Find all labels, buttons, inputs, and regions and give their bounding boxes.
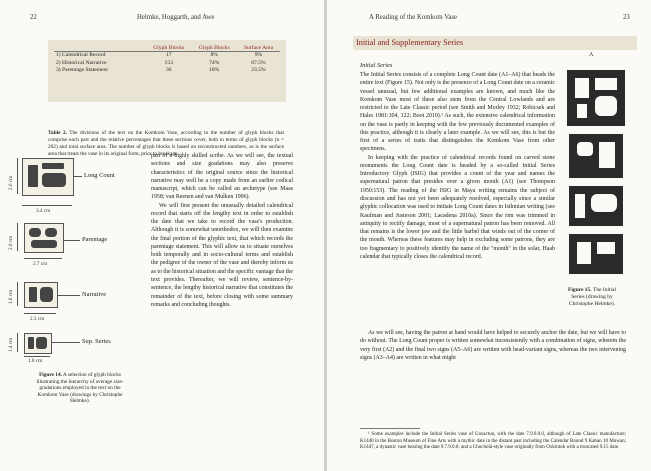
paragraph: We will first present the unusually detailed calendrical record that starts off the lengthy text in order to establish the date that we take to record the vase's production. Although it is somewhat unorthodox, we will then examine the final portion of the glyphic text, that which records the parentage statement. This will allow us to situate ourselves both temporally and in socio-cultural terms and establish the pedigree of the owner of the vase and thereby inform us as to the historical situation and the specific vantage that the text provides. Thereafter, we will review, sentence-by-sentence, the lengthy historical narrative that constitutes the remainder of the text, before closing with some summary remarks and concluding thoughts. bbox=[151, 202, 293, 308]
dim-vertical: 1.8 cm bbox=[8, 289, 14, 304]
leader-line bbox=[74, 176, 82, 177]
paragraph: As we will see, having the patron at hand would have helped to securely anchor the date, but we will have to do without. The Long Count proper is written somewhat inconsistently with a combination of signs, wherein the very first (A2) and the final two signs (A5–A6) are written with head-variant signs, whereas the two intervening signs (A3–A4) are written in what might bbox=[360, 330, 626, 361]
table-cell: 9% bbox=[237, 52, 280, 60]
figure-caption-label: Figure 14. bbox=[39, 372, 62, 378]
dim-line bbox=[17, 158, 18, 194]
table-header: Surface Area bbox=[243, 45, 273, 51]
label-sup-series: Sup. Series bbox=[82, 338, 111, 345]
table-cell: 74% bbox=[209, 59, 220, 66]
subsection-title: Initial Series bbox=[360, 62, 393, 69]
dim-line bbox=[24, 313, 56, 314]
body-text-left bbox=[151, 152, 293, 309]
table-cell: 17 bbox=[146, 52, 191, 60]
dim-vertical: 2.0 cm bbox=[8, 235, 14, 250]
label-long-count: Long Count bbox=[84, 172, 115, 179]
dim-line bbox=[22, 205, 72, 206]
dim-horizontal: 3.4 cm bbox=[36, 208, 51, 214]
dim-horizontal: 2.7 cm bbox=[33, 261, 48, 267]
leader-line bbox=[58, 295, 80, 296]
paragraph: In keeping with the practice of calendrical records found on carved stone monuments the Long Count date is headed by a so-called Initial Series Introductory Glyph (ISIG) that provides a count of the year and names the supernatural patron that presides over a given month (A1) (see Thompson 1950:153). The reading of the ISIG in Maya writing remains the subject of discussion and has not yet been adequately resolved, especially since a similar glyphic collocation was used to initiate Long Count dates in Isthmian writing (see Kaufman and Justeson 2001; Lacadena 2010a). Since the rim was trimmed in antiquity to rectify damage, most of a supernatural patron has been removed. All that remains is the lower jaw and the little barbel that winds out of the corner of the mouth. Whereas these features may help in excluding some patrons, they are too fragmentary to positively identify the name of the "month" in the solar, Haab calendar that typically closes the calendrical record. bbox=[360, 154, 555, 260]
label-narrative: Narrative bbox=[82, 291, 107, 298]
section-heading-bar bbox=[353, 36, 637, 50]
dim-horizontal: 1.8 cm bbox=[28, 358, 43, 364]
figure-caption-label: Figure 15. bbox=[567, 287, 592, 293]
table-caption-text: The divisions of the text on the Komkom Vase, according to the number of glyph blocks that comprise each part and the relative percentages that these sections cover, both in terms of glyph blocks (n = 202) and total surface area. The number of glyph blocks is based on reconstructed numbers, as is the surface area that treats the vase in its original form, prior to breakage. bbox=[48, 130, 284, 157]
dim-line bbox=[17, 333, 18, 352]
table-header: Glyph Blocks bbox=[153, 45, 185, 51]
table-header bbox=[54, 45, 146, 52]
running-head-left: Helmke, Hoggarth, and Awe bbox=[137, 14, 215, 21]
body-text-bottom bbox=[360, 329, 626, 362]
figure-15-caption bbox=[561, 287, 623, 308]
leader-line bbox=[64, 240, 80, 241]
table-cell: 18% bbox=[209, 66, 220, 73]
running-head-right: A Reading of the Komkom Vase bbox=[369, 14, 458, 21]
dim-line bbox=[17, 282, 18, 306]
page-number-left: 22 bbox=[30, 14, 37, 21]
dim-line bbox=[24, 356, 50, 357]
section-title: Initial and Supplementary Series bbox=[356, 38, 464, 47]
dim-vertical: 1.4 cm bbox=[8, 337, 14, 352]
figure-caption-text: The Initial Series (drawing by Christophe Helmke). bbox=[568, 287, 617, 308]
table-cell: 8% bbox=[191, 52, 236, 60]
footnote-rule bbox=[360, 428, 420, 429]
footnote-text: ¹ Some examples include the Initial Series vase of Uaxactun, with the date 7.9.0.0.0, although of Late Classic manufacture; K1440 in the Boston Museum of Fine Arts with a mythic date in the distant past including the Calendar Round 9 Kaban 10 Muwan; K1447, a dynastic vase bearing the date 9.7.9.0.0; and a Chocholá-style vase originally from Oxkintok with a truncated 9.15 date. bbox=[360, 432, 626, 450]
table-cell: 1) Calendrical Record bbox=[54, 52, 146, 60]
paragraph: The Initial Series consists of a complete Long Count date (A1–A6) that heads the entire text (Figure 15). Not only is the presence of a Long Count date on a ceramic vessel unusual, but few additional examples are known, and much like the Komkom Vase most of these also stem from the Central Lowlands and are restricted to the Late Classic period (see Smith and Morley 1932; Robicsek and Hales 1981:104, 122; Boot 2010).¹ As such, the extensive calendrical information on the vase is partly in keeping with the few previously documented examples of this practice, although it is clearly a later example. As we will see, this is but the first of a series of traits that distinguishes the Komkom Vase from other specimens. bbox=[360, 72, 555, 153]
figure-15-column-letter: A bbox=[589, 52, 594, 58]
left-page bbox=[0, 0, 324, 471]
page-number-right: 23 bbox=[623, 14, 630, 21]
footnote bbox=[360, 432, 626, 452]
table-cell: 23.5% bbox=[251, 66, 266, 73]
right-page bbox=[327, 0, 651, 471]
table-cell: 153 bbox=[164, 59, 173, 66]
table-cell: 2) Historical Narrative bbox=[56, 59, 107, 66]
dim-horizontal: 2.3 cm bbox=[30, 316, 45, 322]
dim-line bbox=[24, 258, 62, 259]
table-cell: 36 bbox=[165, 66, 172, 73]
table-caption-label: Table 2. bbox=[48, 130, 67, 136]
figure-caption-text: A selection of glyph blocks illustrating the hierarchy of average size-gradations employed in the text on the Komkom Vase (drawings by Christophe Helmke). bbox=[36, 372, 124, 405]
glyph-block-parentage bbox=[24, 223, 64, 253]
label-parentage: Parentage bbox=[82, 236, 108, 243]
table-2 bbox=[48, 40, 286, 102]
glyph-block-narrative bbox=[24, 282, 58, 308]
leader-line bbox=[52, 342, 80, 343]
glyph-block-long-count bbox=[22, 158, 74, 196]
figure-14-caption bbox=[30, 372, 130, 405]
table-header: Glyph Blocks bbox=[198, 45, 230, 51]
table-cell: 3) Parentage Statement bbox=[56, 66, 108, 73]
dim-vertical: 2.6 cm bbox=[8, 175, 14, 190]
table-cell: 67.5% bbox=[251, 59, 266, 66]
dim-line bbox=[17, 223, 18, 251]
paragraph: part of a highly skilled scribe. As we will see, the textual sections and size gradations may also preserve characteristics of the original source since the historical narrative may well be a copy made from an earlier codical manuscript, which can be called an archetype (see Maas 1958; van Reenen and van Mulken 1996). bbox=[151, 153, 293, 201]
glyph-block-sup-series bbox=[24, 333, 52, 354]
body-text-right bbox=[360, 71, 555, 261]
